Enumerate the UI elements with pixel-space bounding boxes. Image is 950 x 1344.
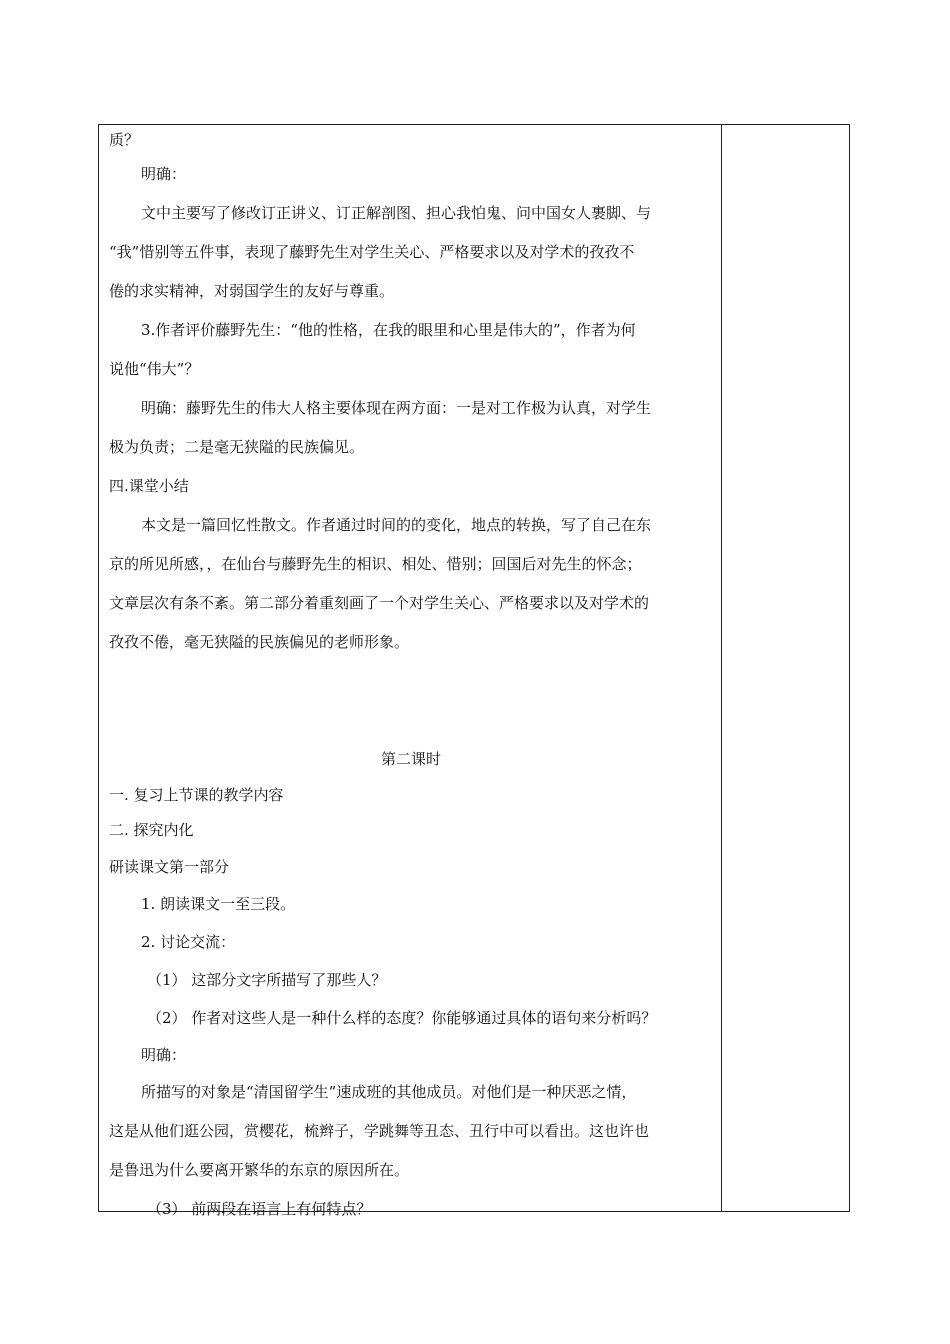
text-line: 京的所见所感，，在仙台与藤野先生的相识、相处、惜别；回国后对先生的怀念；	[109, 555, 642, 573]
list-item: （2） 作者对这些人是一种什么样的态度？你能够通过具体的语句来分析吗？	[147, 1009, 657, 1027]
lesson-content	[109, 125, 713, 1229]
text-line: 是鲁迅为什么要离开繁华的东京的原因所在。	[109, 1161, 410, 1179]
text-line: 研读课文第一部分	[109, 858, 230, 876]
text-line: 文章层次有条不紊。第二部分着重刻画了一个对学生关心、严格要求以及对学术的	[109, 594, 650, 612]
text-line: 说他“伟大”？	[109, 360, 200, 378]
spacer	[109, 662, 713, 740]
text-line: 明确：藤野先生的伟大人格主要体现在两方面：一是对工作极为认真，对学生	[141, 399, 652, 417]
text-line: 孜孜不倦，毫无狭隘的民族偏见的老师形象。	[109, 633, 410, 651]
list-item: （1） 这部分文字所描写了那些人？	[147, 971, 387, 989]
text-line: 倦的求实精神，对弱国学生的友好与尊重。	[109, 282, 395, 300]
section-heading: 一. 复习上节课的教学内容	[109, 786, 284, 804]
text-line: “我”惜别等五件事，表现了藤野先生对学生关心、严格要求以及对学术的孜孜不	[109, 243, 635, 261]
text-line: 这是从他们逛公园，赏樱花，梳辫子，学跳舞等丑态、丑行中可以看出。这也许也	[109, 1122, 650, 1140]
text-line: 所描写的对象是“清国留学生”速成班的其他成员。对他们是一种厌恶之情，	[141, 1083, 637, 1101]
lesson-title: 第二课时	[380, 750, 441, 768]
list-item: 1. 朗读课文一至三段。	[141, 895, 296, 913]
column-divider	[721, 125, 722, 1211]
text-line: 明确：	[141, 1046, 187, 1064]
text-line: 极为负责；二是毫无狭隘的民族偏见。	[109, 438, 365, 456]
lesson-table	[98, 124, 850, 1218]
text-line: 明确：	[141, 165, 187, 183]
section-heading: 二. 探究内化	[109, 821, 194, 839]
list-item: 2. 讨论交流：	[141, 933, 236, 951]
text-line: 质？	[109, 131, 140, 149]
section-heading: 四.课堂小结	[109, 477, 189, 495]
text-line: 文中主要写了修改订正讲义、订正解剖图、担心我怕鬼、问中国女人裹脚、与	[141, 204, 652, 222]
text-line: 本文是一篇回忆性散文。作者通过时间的的变化，地点的转换，写了自己在东	[141, 516, 652, 534]
list-item: （3） 前两段在语言上有何特点？	[147, 1200, 372, 1218]
text-line: 3.作者评价藤野先生：“他的性格，在我的眼里和心里是伟大的”，作者为何	[141, 321, 636, 339]
